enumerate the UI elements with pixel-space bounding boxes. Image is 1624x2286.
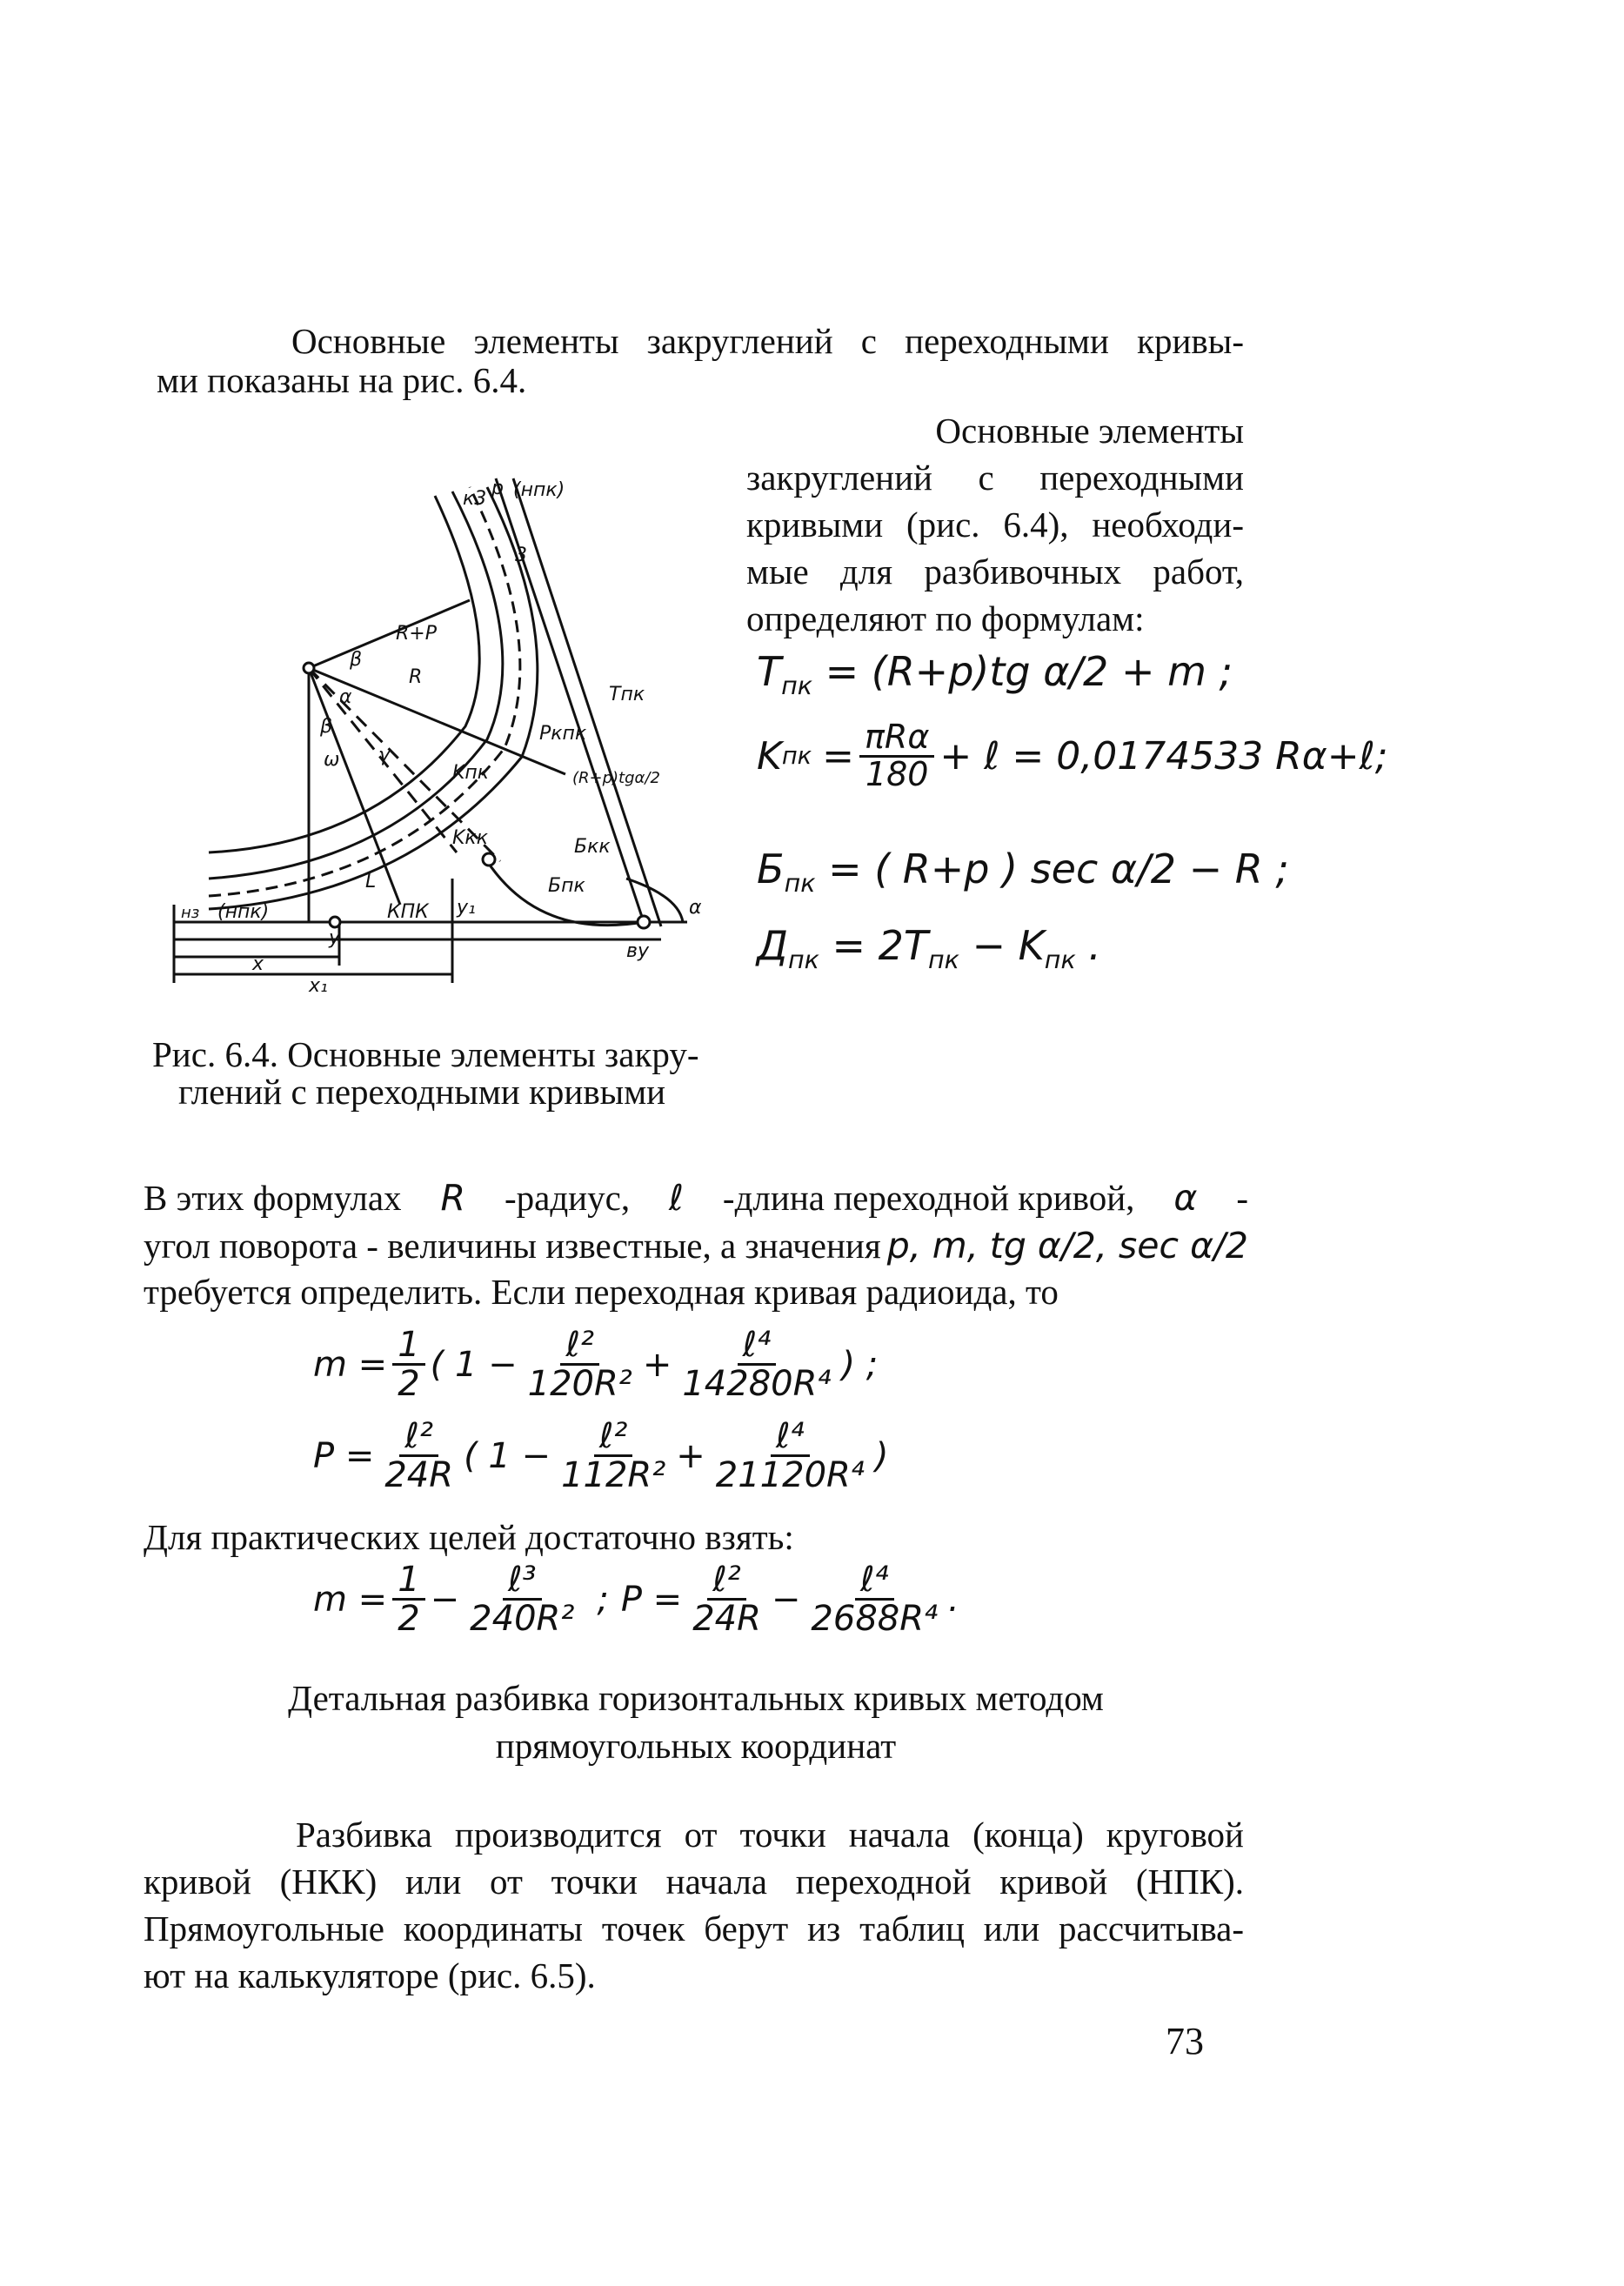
- label-gamma: γ: [378, 745, 391, 766]
- formula-t-rhs: = (R+p)tg α/2 + m ;: [825, 648, 1233, 695]
- formula-d-end: .: [1075, 922, 1101, 969]
- formula-m-radioid: [313, 1327, 878, 1402]
- practical-minus-1: −: [430, 1579, 460, 1620]
- practical-m-lhs: m =: [313, 1579, 388, 1620]
- explain-line-3: требуется определить. Если переходная кривая радиоида, то: [144, 1272, 1059, 1312]
- radioid-m-plus: +: [642, 1344, 672, 1385]
- label-rkpk: Ркпк: [539, 723, 587, 745]
- radioid-m-open: ( 1 −: [430, 1344, 518, 1385]
- formula-d-rhs-b-sub: пк: [1044, 945, 1076, 974]
- figure-caption-line-1: Рис. 6.4. Основные элементы закру-: [152, 1034, 699, 1074]
- label-x1: x₁: [309, 975, 328, 997]
- figure-6-4: [157, 470, 713, 1000]
- page-number: 73: [1166, 2020, 1204, 2062]
- side-line-2: закруглений с переходными: [746, 458, 1244, 498]
- radioid-p-open: ( 1 −: [464, 1435, 551, 1476]
- label-bkk: Бкк: [574, 836, 611, 858]
- radioid-p-f3-num: ℓ⁴: [771, 1418, 810, 1457]
- radioid-m-f1-den: 2: [398, 1364, 420, 1404]
- formula-k: K пк = $\frac{\text{πRα}}{180}$ + ℓ = 0,0174533 Rα+ℓ;: [757, 718, 1388, 793]
- label-x: x: [252, 953, 264, 975]
- formula-b: [757, 846, 1289, 898]
- label-nz: нз: [181, 904, 200, 922]
- label-rptg: (R+p)tgα/2: [572, 769, 660, 787]
- side-line-1: Основные элементы: [935, 411, 1244, 451]
- formula-d-lhs: Д: [757, 922, 788, 969]
- label-p: p: [491, 478, 504, 499]
- formula-k-num: πRα: [859, 720, 934, 758]
- final-paragraph: [144, 1811, 1244, 1999]
- radioid-p-f1-num: ℓ²: [399, 1418, 438, 1457]
- label-y1: y₁: [457, 897, 476, 919]
- formula-d-sub: пк: [787, 945, 819, 974]
- formula-k-lhs: K: [757, 733, 782, 779]
- label-vu: ву: [626, 940, 649, 962]
- formula-d-rhs-b: − K: [959, 922, 1045, 969]
- radioid-m-f3-num: ℓ⁴: [738, 1327, 777, 1366]
- label-npk-top: (нпк): [513, 479, 565, 501]
- practical-f1-den: 2: [398, 1599, 420, 1639]
- intro-line-1: Основные элементы закруглений с переходными кривы-: [291, 321, 1244, 361]
- final-line-1: Разбивка производится от точки начала (конца) круговой: [296, 1815, 1244, 1855]
- explain-l2-a: угол поворота - величины известные, а значения: [144, 1226, 881, 1266]
- explain-l1-d: -: [1236, 1178, 1248, 1218]
- section-heading-line-1: Детальная разбивка горизонтальных кривых методом: [288, 1678, 1104, 1718]
- practical-p-lhs: P =: [620, 1579, 683, 1620]
- explain-l1-alpha: α: [1173, 1177, 1198, 1219]
- explain-l1-l: ℓ: [669, 1177, 684, 1219]
- formula-p-radioid: [313, 1418, 888, 1494]
- explain-l2-vals: p, m, tg α/2, sec α/2: [886, 1225, 1248, 1267]
- explain-l1-c: -длина переходной кривой,: [722, 1178, 1135, 1218]
- radioid-p-close: ): [874, 1435, 889, 1476]
- label-npk: (нпк): [217, 901, 270, 923]
- formula-d-rhs-a: = 2T: [832, 922, 928, 969]
- radioid-m-lhs: m =: [313, 1344, 388, 1385]
- radioid-p-f3-den: 21120R⁴: [715, 1455, 865, 1495]
- label-bpk: Бпк: [548, 875, 585, 897]
- radioid-p-f2-num: ℓ²: [594, 1418, 633, 1457]
- radioid-m-f2-num: ℓ²: [560, 1327, 599, 1366]
- radioid-p-lhs: P =: [313, 1435, 375, 1476]
- intro-line-2: ми показаны на рис. 6.4.: [157, 360, 527, 400]
- practical-f3-den: 24R: [692, 1599, 761, 1639]
- explain-line-1: [144, 1174, 1248, 1221]
- label-beta: β: [350, 649, 363, 671]
- formula-k-sub: пк: [781, 742, 812, 770]
- label-omega: ω: [324, 749, 340, 771]
- radioid-m-close: ) ;: [841, 1344, 879, 1385]
- label-kpk-diag: Kпк: [452, 762, 490, 784]
- practical-f2-den: 240R²: [470, 1599, 575, 1639]
- label-R: R: [409, 666, 423, 688]
- label-kpk: КПК: [387, 901, 429, 923]
- formula-b-lhs: Б: [757, 846, 785, 892]
- radioid-p-f1-den: 24R: [384, 1455, 454, 1495]
- side-line-3: кривыми (рис. 6.4), необходи-: [746, 505, 1244, 545]
- practical-f4-num: ℓ⁴: [855, 1561, 894, 1601]
- side-line-5: определяют по формулам:: [746, 598, 1145, 638]
- practical-sep: ;: [597, 1579, 609, 1620]
- label-y: y: [329, 927, 341, 949]
- formula-t: [757, 648, 1233, 700]
- radioid-m-f3-den: 14280R⁴: [682, 1364, 832, 1404]
- label-kkk: Kкк: [452, 827, 489, 849]
- formula-d-rhs-a-sub: пк: [927, 945, 959, 974]
- figure-caption-line-2: глений с переходными кривыми: [178, 1072, 666, 1112]
- practical-f1-num: 1: [392, 1561, 424, 1601]
- label-three: 3: [515, 545, 527, 566]
- explain-line-2: [144, 1222, 1248, 1269]
- formula-t-sub: пк: [781, 671, 812, 700]
- side-paragraph: [746, 407, 1244, 642]
- explain-l1-b: -радиус,: [504, 1178, 631, 1218]
- practical-text: Для практических целей достаточно взять:: [144, 1517, 794, 1557]
- formula-k-rhs: + ℓ = 0,0174533 Rα+ℓ;: [939, 733, 1388, 779]
- label-alpha: α: [339, 686, 352, 708]
- label-beta-2: β: [320, 716, 333, 738]
- final-line-3: Прямоугольные координаты точек берут из таблиц или рассчитыва-: [144, 1908, 1244, 1948]
- radioid-p-plus: +: [676, 1435, 705, 1476]
- final-line-4: ют на калькуляторе (рис. 6.5).: [144, 1955, 596, 1995]
- formula-k-den: 180: [865, 754, 929, 793]
- practical-minus-2: −: [771, 1579, 801, 1620]
- explain-l1-a: В этих формулах: [144, 1178, 402, 1218]
- label-tpk: Tпк: [609, 684, 645, 705]
- radioid-p-f2-den: 112R²: [561, 1455, 666, 1495]
- formula-k-frac: [859, 720, 934, 792]
- radioid-m-f1-num: 1: [392, 1327, 424, 1366]
- formula-practical: [313, 1561, 959, 1637]
- practical-f4-den: 2688R⁴: [811, 1599, 939, 1639]
- final-line-2: кривой (НКК) или от точки начала переходной кривой (НПК).: [144, 1862, 1244, 1902]
- side-line-4: мые для разбивочных работ,: [746, 551, 1244, 592]
- label-alpha-2: α: [689, 897, 702, 919]
- label-r-plus-p: R+P: [396, 623, 437, 645]
- section-heading-line-2: прямоугольных координат: [495, 1726, 897, 1766]
- label-k3: к3: [463, 488, 487, 510]
- formula-b-rhs: = ( R+p ) sec α/2 − R ;: [828, 846, 1289, 892]
- practical-f2-num: ℓ³: [503, 1561, 542, 1601]
- formula-t-lhs: T: [757, 648, 782, 695]
- formula-d: [757, 922, 1101, 974]
- practical-end: .: [948, 1579, 959, 1620]
- practical-f3-num: ℓ²: [707, 1561, 746, 1601]
- radioid-m-f2-den: 120R²: [527, 1364, 632, 1404]
- label-L: L: [365, 871, 377, 892]
- formula-b-sub: пк: [784, 868, 816, 898]
- explain-l1-R: R: [440, 1177, 466, 1219]
